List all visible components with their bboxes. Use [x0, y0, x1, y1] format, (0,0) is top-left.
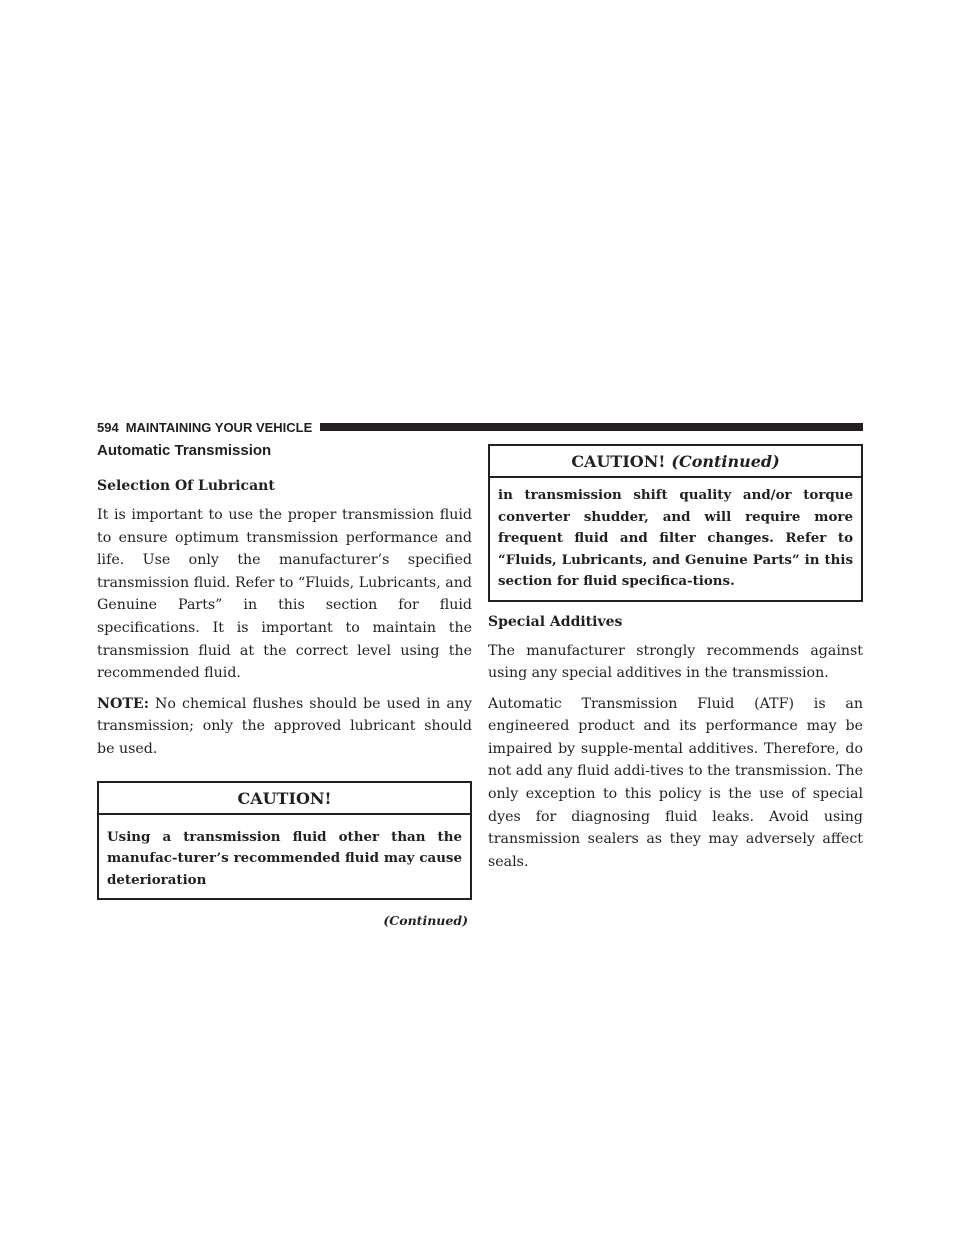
subheading-selection-of-lubricant: Selection Of Lubricant: [97, 478, 275, 494]
note-label: NOTE:: [97, 695, 149, 712]
paragraph-atf: Automatic Transmission Fluid (ATF) is an engineered product and its performance may be impaired by supple-mental additives. Therefore, do not add any fluid addi-tives to the transmission. The only exception to this policy is the use of special dyes for diagnosing fluid leaks. Avoid using transmission sealers as they may adversely affect seals.: [488, 695, 863, 870]
left-column: [97, 436, 472, 928]
paragraph-lubricant: It is important to use the proper transmission fluid to ensure optimum transmission performance and life. Use only the manufacturer’s specified transmission fluid. Refer to “Fluids, Lubricants, and Genuine Parts” in this section for fluid specifications. It is important to maintain the transmission fluid at the correct level using the recommended fluid.: [97, 507, 472, 682]
caution-box-continued: [488, 444, 863, 602]
caution-box: [97, 781, 472, 901]
section-title: MAINTAINING YOUR VEHICLE: [125, 419, 313, 435]
subheading-special-additives: Special Additives: [488, 613, 623, 630]
note-paragraph: [97, 693, 472, 761]
continued-note: (Continued): [383, 913, 468, 929]
caution-title-continued: [490, 446, 861, 478]
caution-title: CAUTION!: [99, 783, 470, 815]
paragraph-additives-recommendation: The manufacturer strongly recommends against using any special additives in the transmission.: [488, 642, 863, 682]
header-rule: [320, 423, 863, 431]
page-number: 594: [97, 419, 119, 435]
caution-continued-label: (Continued): [671, 452, 780, 471]
caution-title-label: CAUTION!: [571, 452, 666, 471]
section-heading: Automatic Transmission: [97, 442, 272, 459]
caution-text: Using a transmission fluid other than the manufac-turer’s recommended fluid may cause deterioration: [107, 828, 462, 888]
note-text: No chemical flushes should be used in any transmission; only the approved lubricant should be used.: [97, 695, 472, 757]
caution-text-continued: in transmission shift quality and/or torque converter shudder, and will require more frequent fluid and filter changes. Refer to “Fluids, Lubricants, and Genuine Parts” in this section for fluid specifica-tions.: [498, 487, 853, 589]
running-header: [97, 418, 863, 436]
right-column: [488, 436, 863, 873]
